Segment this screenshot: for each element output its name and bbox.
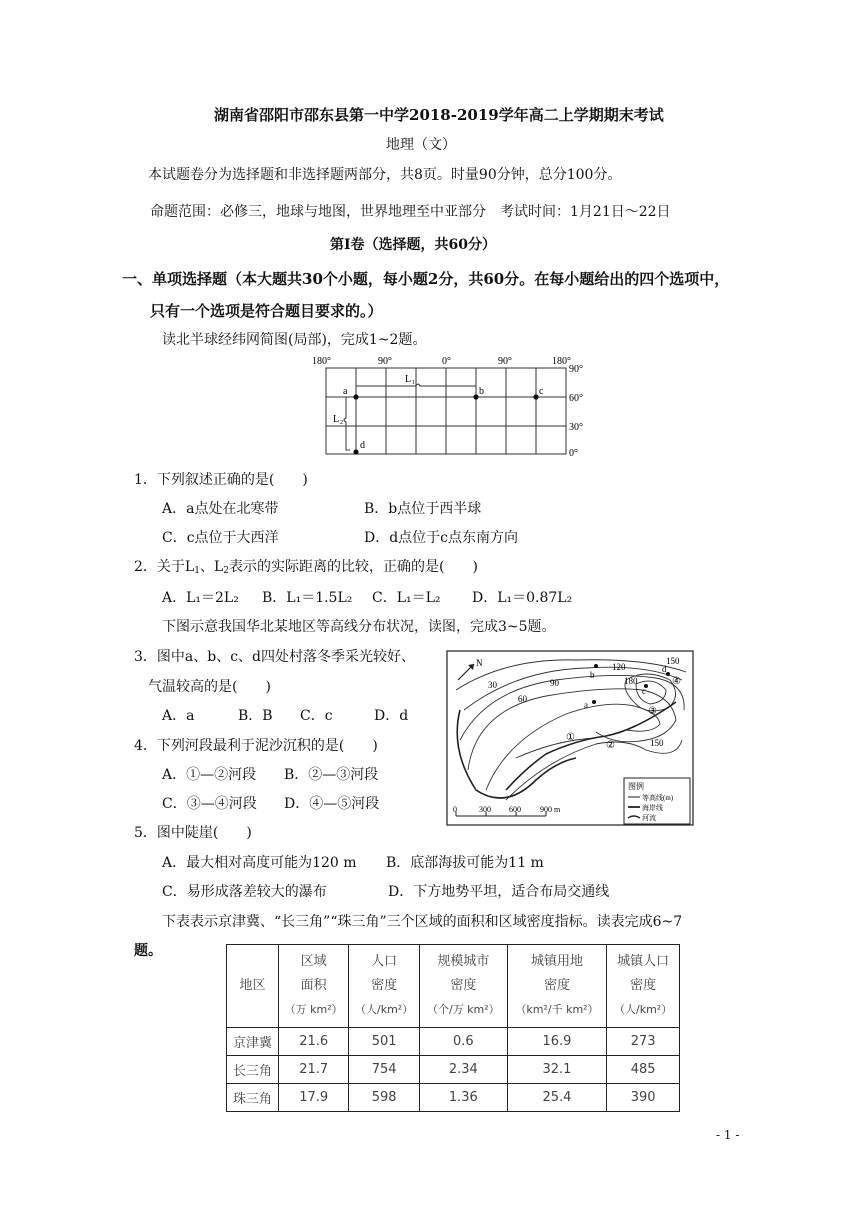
q2-stem-pre: 2．关于L <box>134 559 195 575</box>
exam-scope: 命题范围：必修三，地球与地图，世界地理至中亚部分 考试时间：1月21日～22日 <box>150 204 671 220</box>
q3-option-c: C．c <box>300 708 333 724</box>
contour-label: 60 <box>518 694 527 704</box>
header-area-l3: （万 km²） <box>284 1003 343 1016</box>
river-mark-3: ③ <box>648 706 657 717</box>
cell-area: 21.7 <box>279 1056 349 1084</box>
q2-sub-2: 2 <box>223 566 229 576</box>
header-land <box>507 945 607 1028</box>
scale-label: 600 <box>509 805 521 814</box>
point-b <box>473 394 478 399</box>
lat-label: 60° <box>569 393 583 404</box>
lon-label: 90° <box>378 356 392 367</box>
q4-option-a: A．①—②河段 <box>162 767 257 783</box>
contour-label: 120 <box>612 662 626 672</box>
cell-area: 17.9 <box>279 1084 349 1112</box>
legend-contour: 等高线(m) <box>642 794 674 802</box>
q1-option-a: A．a点处在北寒带 <box>162 501 279 517</box>
q1-stem: 1．下列叙述正确的是( ) <box>134 472 308 488</box>
header-pop-l2: 密度 <box>371 978 398 993</box>
header-cities-l3: （个/万 km²） <box>426 1003 500 1016</box>
q2-stem-post: 表示的实际距离的比较，正确的是( ) <box>228 559 478 575</box>
table-row <box>227 1056 680 1084</box>
header-area-l1: 区域 <box>300 954 327 969</box>
point-a <box>353 394 358 399</box>
lon-label: 90° <box>498 356 512 367</box>
cell-cities: 1.36 <box>419 1084 507 1112</box>
table-row <box>227 1028 680 1056</box>
cell-urban: 485 <box>607 1056 680 1084</box>
village-a <box>592 700 596 704</box>
q4-stem: 4．下列河段最利于泥沙沉积的是( ) <box>134 738 378 754</box>
q2-stem-mid: 、L <box>199 559 224 575</box>
instruction-line-2: 只有一个选项是符合题目要求的。） <box>150 302 383 320</box>
q1-option-d: D．d点位于c点东南方向 <box>364 530 519 546</box>
lon-label: 180° <box>312 356 331 367</box>
contour-intro: 下图示意我国华北某地区等高线分布状况，读图，完成3~5题。 <box>162 619 556 635</box>
village-c-label: c <box>642 686 646 696</box>
map-intro: 读北半球经纬网简图(局部)，完成1~2题。 <box>162 332 427 348</box>
lat-label: 90° <box>569 364 583 375</box>
cell-land: 32.1 <box>507 1056 607 1084</box>
scale-label: 300 <box>479 805 491 814</box>
point-c <box>533 394 538 399</box>
l1-sub: 1 <box>412 380 415 386</box>
header-urban <box>607 945 680 1028</box>
table-header-row <box>227 945 680 1028</box>
village-d <box>666 672 670 676</box>
point-d <box>353 449 358 454</box>
header-land-l3: （km²/千 km²） <box>515 1003 599 1016</box>
q3-option-b: B．B <box>238 708 273 724</box>
q5-option-b: B．底部海拔可能为11 m <box>386 855 544 871</box>
exam-intro: 本试题卷分为选择题和非选择题两部分，共8页。时量90分钟，总分100分。 <box>148 167 622 183</box>
lon-label: 180° <box>552 356 571 367</box>
header-pop <box>349 945 420 1028</box>
cell-urban: 390 <box>607 1084 680 1112</box>
point-d-label: d <box>360 440 365 451</box>
header-pop-l1: 人口 <box>371 954 398 969</box>
q3-stem-1: 3．图中a、b、c、d四处村落冬季采光较好、 <box>134 649 416 665</box>
header-cities-l2: 密度 <box>450 978 477 993</box>
cell-cities: 0.6 <box>419 1028 507 1056</box>
cell-region: 珠三角 <box>227 1084 279 1112</box>
village-d-label: d <box>662 664 667 674</box>
q5-option-c: C．易形成落差较大的瀑布 <box>162 884 327 900</box>
header-pop-l3: （人/km²） <box>355 1003 414 1016</box>
exam-title: 湖南省邵阳市邵东县第一中学2018-2019学年高二上学期期末考试 <box>214 106 664 124</box>
graticule-map <box>310 352 600 462</box>
lat-label: 0° <box>569 448 578 459</box>
q1-option-c: C．c点位于大西洋 <box>162 530 279 546</box>
header-cities <box>419 945 507 1028</box>
legend-coast: 海岸线 <box>642 804 663 812</box>
q2-sub-1: 1 <box>194 566 200 576</box>
cell-pop: 598 <box>349 1084 420 1112</box>
q5-option-d: D．下方地势平坦，适合布局交通线 <box>388 884 610 900</box>
river-mark-1: ① <box>566 732 575 743</box>
header-land-l1: 城镇用地 <box>530 954 583 969</box>
section-title: 第Ⅰ卷（选择题，共60分） <box>330 237 497 253</box>
q2-option-b: B．L₁＝1.5L₂ <box>262 590 353 606</box>
contour-label: 180 <box>624 676 638 686</box>
cell-pop: 754 <box>349 1056 420 1084</box>
page-number: - 1 - <box>716 1128 740 1142</box>
l2-label: L <box>333 414 340 425</box>
q4-option-c: C．③—④河段 <box>162 796 257 812</box>
header-area-l2: 面积 <box>300 978 327 993</box>
q2-option-a: A．L₁＝2L₂ <box>162 590 239 606</box>
q2-option-d: D．L₁＝0.87L₂ <box>472 590 573 606</box>
header-region: 地区 <box>227 945 279 1028</box>
q2-option-c: C．L₁＝L₂ <box>372 590 441 606</box>
cell-pop: 501 <box>349 1028 420 1056</box>
q1-option-b: B．b点位于西半球 <box>364 501 482 517</box>
exam-subtitle: 地理（文） <box>386 137 456 153</box>
contour-label: 150 <box>650 738 664 748</box>
header-cities-l1: 规模城市 <box>437 954 490 969</box>
point-c-label: c <box>539 386 544 397</box>
table-row <box>227 1084 680 1112</box>
header-urban-l3: （人/km²） <box>614 1003 673 1016</box>
q3-option-d: D．d <box>374 708 409 724</box>
scale-label: 900 m <box>540 805 561 814</box>
contour-label: 30 <box>488 680 497 690</box>
contour-label: 90 <box>550 678 559 688</box>
l1-label: L <box>405 374 412 385</box>
q4-option-b: B．②—③河段 <box>284 767 379 783</box>
l2-sub: 2 <box>340 420 343 426</box>
north-label: N <box>476 658 483 668</box>
cell-area: 21.6 <box>279 1028 349 1056</box>
instruction-line-1: 一、单项选择题（本大题共30个小题，每小题2分，共60分。在每小题给出的四个选项中， <box>122 270 730 288</box>
legend-title: 图例 <box>628 782 644 791</box>
cell-urban: 273 <box>607 1028 680 1056</box>
river-mark-4: ④ <box>672 676 681 687</box>
table-intro-2: 题。 <box>134 943 162 959</box>
cell-region: 长三角 <box>227 1056 279 1084</box>
q4-option-d: D．④—⑤河段 <box>284 796 380 812</box>
header-land-l2: 密度 <box>543 978 570 993</box>
contour-label: 150 <box>666 656 680 666</box>
region-density-table <box>226 944 680 1112</box>
lon-label: 0° <box>442 356 451 367</box>
header-urban-l1: 城镇人口 <box>617 954 670 969</box>
river-mark-2: ② <box>606 740 615 751</box>
village-b-label: b <box>590 670 595 680</box>
table-intro-1: 下表表示京津冀、“长三角”“珠三角”三个区域的面积和区域密度指标。读表完成6~7 <box>162 914 683 930</box>
village-a-label: a <box>584 700 588 710</box>
header-urban-l2: 密度 <box>630 978 657 993</box>
header-area <box>279 945 349 1028</box>
cell-region: 京津冀 <box>227 1028 279 1056</box>
point-b-label: b <box>479 386 484 397</box>
q5-option-a: A．最大相对高度可能为120 m <box>162 855 357 871</box>
legend-river: 河流 <box>642 814 656 822</box>
q5-stem: 5．图中陡崖( ) <box>134 825 252 841</box>
scale-label: 0 <box>453 805 457 814</box>
cell-cities: 2.34 <box>419 1056 507 1084</box>
q3-option-a: A．a <box>162 708 195 724</box>
cell-land: 25.4 <box>507 1084 607 1112</box>
cell-land: 16.9 <box>507 1028 607 1056</box>
village-b <box>594 664 598 668</box>
q3-stem-2: 气温较高的是( ) <box>148 679 271 695</box>
lat-label: 30° <box>569 422 583 433</box>
q2-stem <box>134 556 478 576</box>
point-a-label: a <box>343 386 348 397</box>
contour-map <box>446 650 694 826</box>
